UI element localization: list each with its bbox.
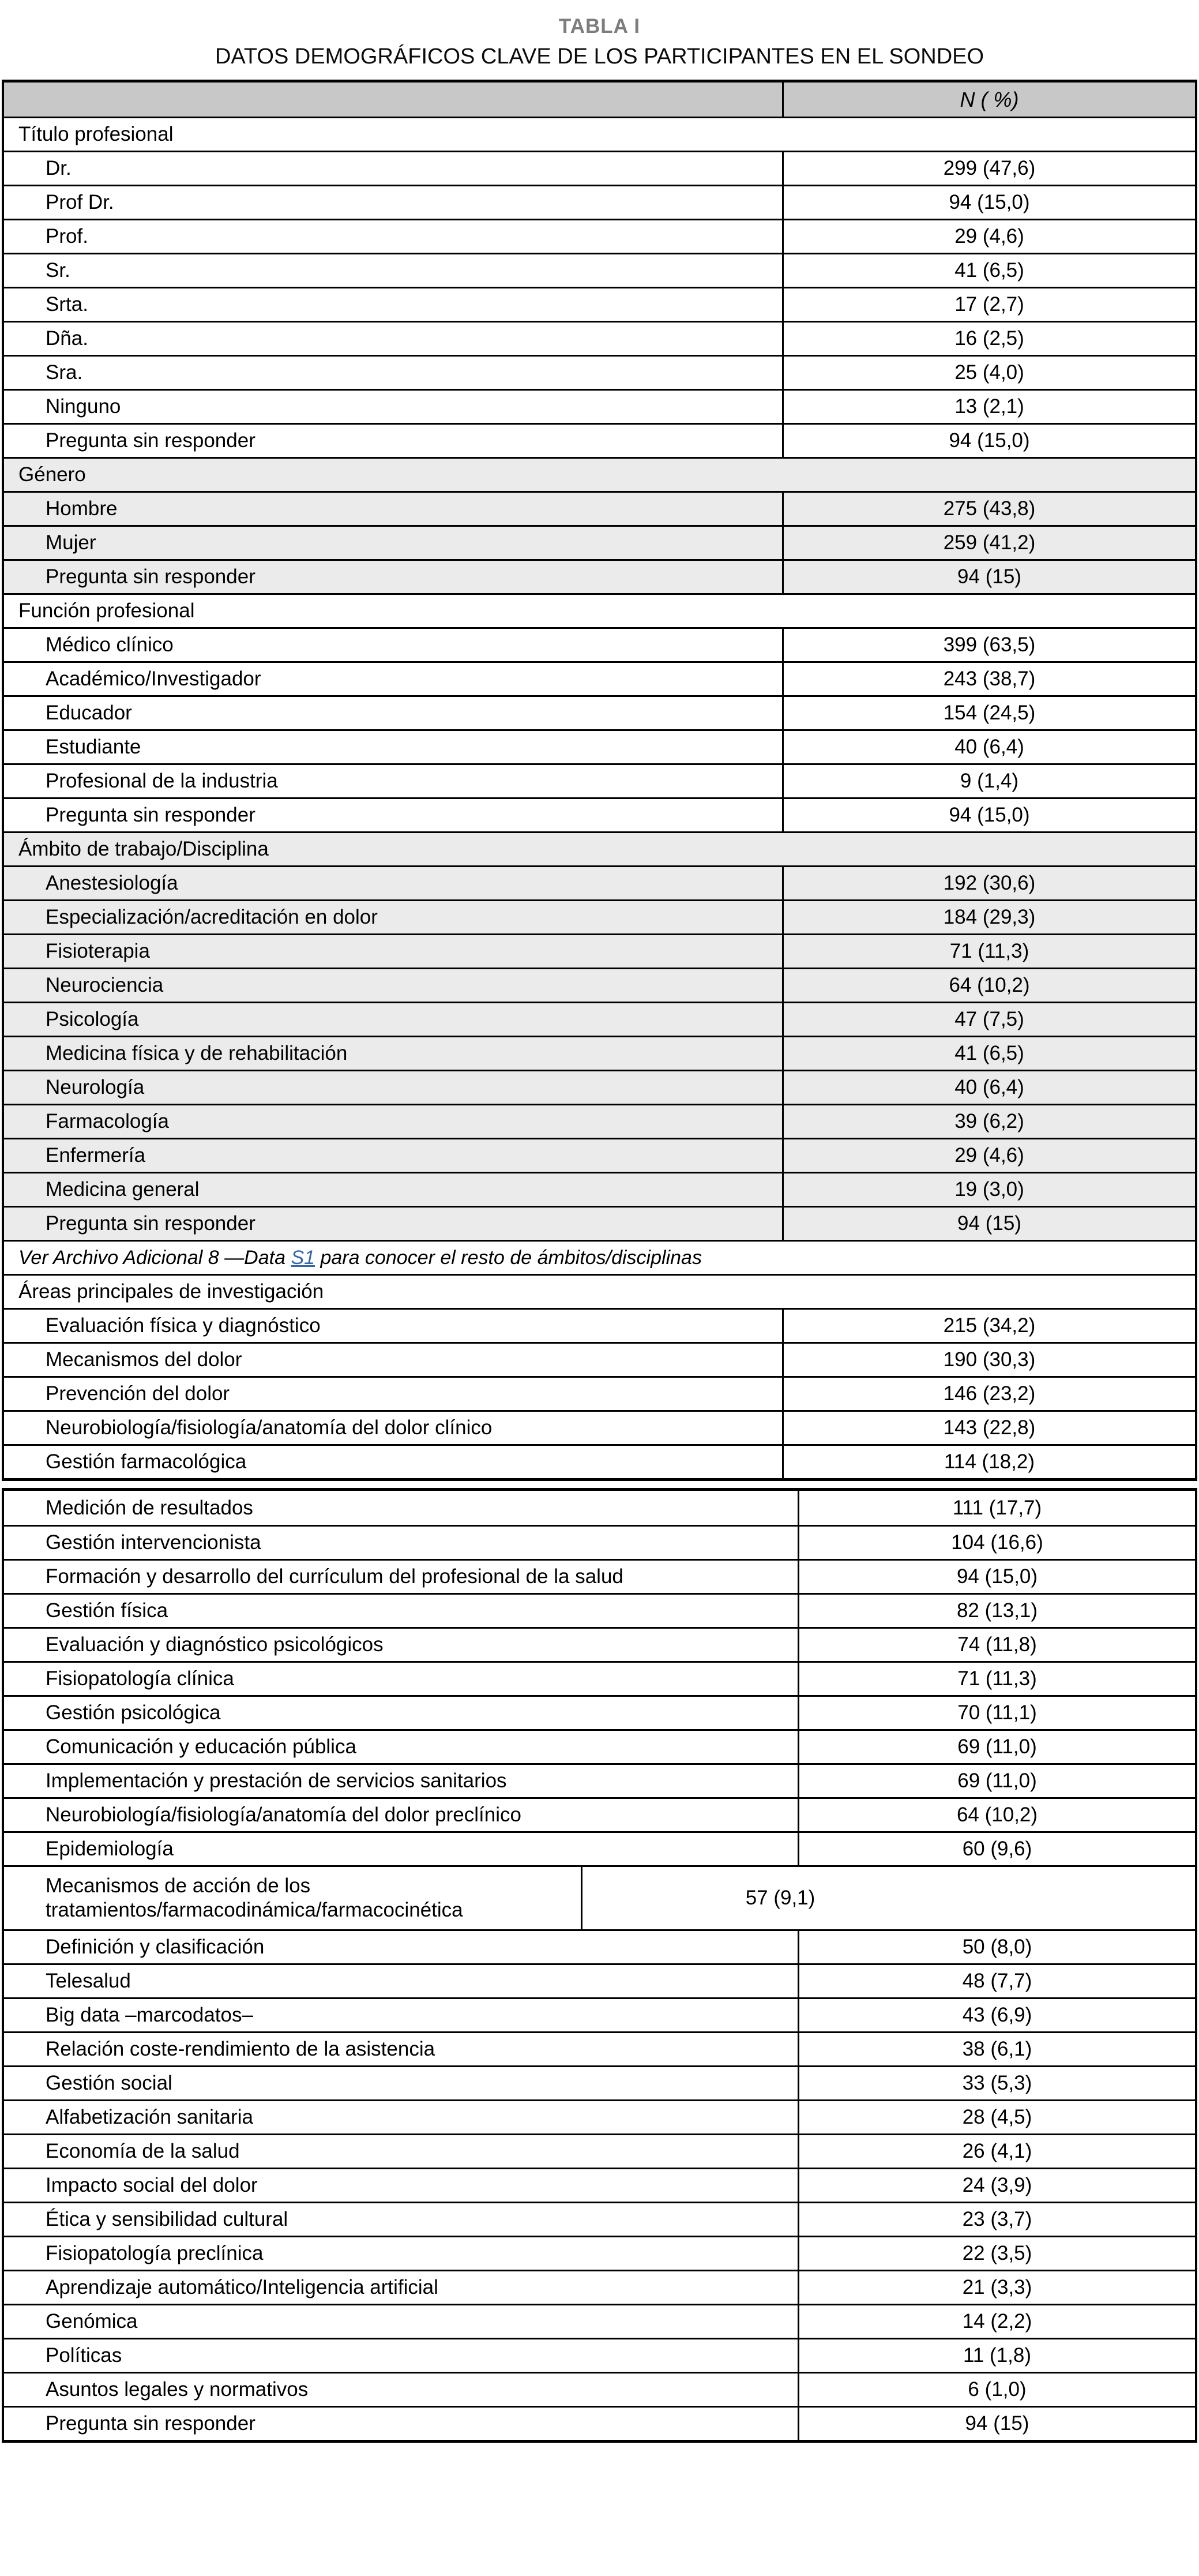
row-value: 154 (24,5) bbox=[782, 697, 1195, 729]
row-label: Psicología bbox=[46, 1008, 139, 1030]
row-label: Estudiante bbox=[46, 736, 141, 758]
table-row bbox=[4, 2270, 1195, 2304]
row-value: 111 (17,7) bbox=[798, 1491, 1195, 1525]
row-label: Pregunta sin responder bbox=[46, 565, 255, 588]
table-row bbox=[4, 1206, 1195, 1240]
table-row bbox=[4, 2372, 1195, 2406]
table-block-1 bbox=[2, 80, 1197, 1481]
row-value: 24 (3,9) bbox=[798, 2169, 1195, 2202]
row-label: Educador bbox=[46, 702, 132, 724]
table-row bbox=[4, 2065, 1195, 2099]
row-label: Alfabetización sanitaria bbox=[46, 2106, 253, 2128]
row-label: Asuntos legales y normativos bbox=[46, 2378, 309, 2401]
row-label: Pregunta sin responder bbox=[46, 429, 255, 452]
column-header-n-pct: N ( %) bbox=[782, 83, 1195, 117]
row-label: Mujer bbox=[46, 531, 96, 554]
row-value: 299 (47,6) bbox=[782, 152, 1195, 185]
row-label: Formación y desarrollo del currículum del profesional de la salud bbox=[46, 1565, 623, 1588]
table-row bbox=[4, 661, 1195, 695]
table-row bbox=[4, 559, 1195, 593]
table-row bbox=[4, 2133, 1195, 2168]
row-value: 48 (7,7) bbox=[798, 1965, 1195, 1997]
table-row bbox=[4, 491, 1195, 525]
row-label: Evaluación física y diagnóstico bbox=[46, 1314, 321, 1337]
table-row bbox=[4, 1002, 1195, 1036]
table-row bbox=[4, 287, 1195, 321]
row-label: Prof Dr. bbox=[46, 191, 114, 213]
row-value: 47 (7,5) bbox=[782, 1003, 1195, 1036]
column-header-empty bbox=[4, 83, 782, 117]
table-row bbox=[4, 2406, 1195, 2440]
table-row bbox=[4, 2304, 1195, 2338]
row-value: 26 (4,1) bbox=[798, 2135, 1195, 2168]
table-row bbox=[4, 763, 1195, 797]
row-value: 94 (15,0) bbox=[782, 799, 1195, 831]
table-row bbox=[4, 1929, 1195, 1963]
row-label: Economía de la salud bbox=[46, 2140, 240, 2162]
table-row bbox=[4, 2338, 1195, 2372]
row-value: 114 (18,2) bbox=[782, 1446, 1195, 1478]
row-label: Fisiopatología preclínica bbox=[46, 2242, 264, 2264]
row-value: 43 (6,9) bbox=[798, 1999, 1195, 2031]
note-text-pre: Ver Archivo Adicional 8 —Data bbox=[18, 1247, 291, 1269]
table-subtitle: DATOS DEMOGRÁFICOS CLAVE DE LOS PARTICIPANTES EN EL SONDEO bbox=[215, 44, 984, 69]
table-row bbox=[4, 321, 1195, 355]
row-label: Ética y sensibilidad cultural bbox=[46, 2208, 288, 2230]
row-label: Neurobiología/fisiología/anatomía del dolor clínico bbox=[46, 1416, 493, 1439]
row-label: Evaluación y diagnóstico psicológicos bbox=[46, 1633, 384, 1656]
table-row bbox=[4, 1865, 1195, 1929]
table-row bbox=[4, 423, 1195, 457]
row-label: Big data –marcodatos– bbox=[46, 2004, 253, 2026]
row-value: 184 (29,3) bbox=[782, 901, 1195, 933]
row-label: Prevención del dolor bbox=[46, 1382, 230, 1405]
row-value: 60 (9,6) bbox=[798, 1833, 1195, 1865]
row-label: Implementación y prestación de servicios sanitarios bbox=[46, 1769, 507, 1792]
row-label: Fisioterapia bbox=[46, 940, 150, 962]
row-value: 40 (6,4) bbox=[782, 731, 1195, 763]
section-header-label: Áreas principales de investigación bbox=[18, 1280, 324, 1303]
row-value: 41 (6,5) bbox=[782, 254, 1195, 287]
table-row bbox=[4, 1036, 1195, 1070]
section-header-row bbox=[4, 593, 1195, 627]
row-value: 82 (13,1) bbox=[798, 1595, 1195, 1627]
row-label: Prof. bbox=[46, 225, 88, 248]
row-value: 50 (8,0) bbox=[798, 1931, 1195, 1963]
row-value: 94 (15) bbox=[782, 561, 1195, 593]
row-label: Dr. bbox=[46, 157, 72, 179]
row-value: 6 (1,0) bbox=[798, 2373, 1195, 2406]
row-value: 25 (4,0) bbox=[782, 357, 1195, 389]
table-row bbox=[4, 797, 1195, 831]
table-row bbox=[4, 968, 1195, 1002]
row-value: 69 (11,0) bbox=[798, 1731, 1195, 1763]
row-label: Pregunta sin responder bbox=[46, 1212, 255, 1235]
demographics-table bbox=[2, 80, 1197, 2443]
table-row bbox=[4, 1172, 1195, 1206]
row-label: Médico clínico bbox=[46, 633, 174, 656]
table-row bbox=[4, 1963, 1195, 1997]
row-label: Mecanismos de acción de los tratamientos/farmacodinámica/farmacocinética bbox=[46, 1874, 463, 1921]
table-row bbox=[4, 1376, 1195, 1410]
row-label: Dña. bbox=[46, 327, 88, 350]
table-row bbox=[4, 525, 1195, 559]
table-row bbox=[4, 1661, 1195, 1695]
row-label: Medicina física y de rehabilitación bbox=[46, 1042, 348, 1064]
table-row bbox=[4, 253, 1195, 287]
row-value: 259 (41,2) bbox=[782, 527, 1195, 559]
table-row bbox=[4, 627, 1195, 661]
table-row bbox=[4, 1138, 1195, 1172]
row-label: Anestesiología bbox=[46, 872, 178, 894]
row-label: Medición de resultados bbox=[46, 1496, 253, 1519]
table-row bbox=[4, 933, 1195, 968]
table-row bbox=[4, 695, 1195, 729]
table-row bbox=[4, 1070, 1195, 1104]
table-row bbox=[4, 2099, 1195, 2133]
table-row bbox=[4, 1525, 1195, 1559]
table-row bbox=[4, 1695, 1195, 1729]
row-label: Farmacología bbox=[46, 1110, 169, 1133]
row-label: Sr. bbox=[46, 259, 70, 282]
table-row bbox=[4, 1342, 1195, 1376]
row-value: 29 (4,6) bbox=[782, 1139, 1195, 1172]
row-label: Gestión farmacológica bbox=[46, 1450, 247, 1473]
row-label: Relación coste-rendimiento de la asistencia bbox=[46, 2038, 435, 2060]
row-label: Neurociencia bbox=[46, 974, 164, 996]
table-row bbox=[4, 2236, 1195, 2270]
row-value: 243 (38,7) bbox=[782, 663, 1195, 695]
row-label: Definición y clasificación bbox=[46, 1936, 265, 1958]
section-header-row bbox=[4, 1274, 1195, 1308]
row-value: 69 (11,0) bbox=[798, 1765, 1195, 1797]
section-header-label: Ámbito de trabajo/Disciplina bbox=[18, 838, 269, 860]
section-header-label: Género bbox=[18, 463, 86, 486]
table-row bbox=[4, 1627, 1195, 1661]
table-title: TABLA I bbox=[558, 15, 641, 38]
row-value: 104 (16,6) bbox=[798, 1527, 1195, 1559]
row-label: Pregunta sin responder bbox=[46, 804, 255, 826]
row-label: Pregunta sin responder bbox=[46, 2412, 255, 2435]
table-row bbox=[4, 185, 1195, 219]
section-header-label: Título profesional bbox=[18, 123, 174, 145]
row-value: 41 (6,5) bbox=[782, 1037, 1195, 1070]
row-value: 190 (30,3) bbox=[782, 1344, 1195, 1376]
row-value: 94 (15) bbox=[798, 2408, 1195, 2440]
row-label: Genómica bbox=[46, 2310, 138, 2333]
table-row bbox=[4, 729, 1195, 763]
row-value: 11 (1,8) bbox=[798, 2339, 1195, 2372]
table-row bbox=[4, 1797, 1195, 1831]
table-row bbox=[4, 355, 1195, 389]
row-label: Telesalud bbox=[46, 1970, 131, 1992]
supplement-link[interactable]: S1 bbox=[291, 1247, 315, 1269]
row-value: 40 (6,4) bbox=[782, 1071, 1195, 1104]
table-row bbox=[4, 1763, 1195, 1797]
table-row bbox=[4, 1104, 1195, 1138]
row-label: Especialización/acreditación en dolor bbox=[46, 906, 378, 928]
table-row bbox=[4, 389, 1195, 423]
table-note-row bbox=[4, 1240, 1195, 1274]
section-header-row bbox=[4, 457, 1195, 491]
row-value: 14 (2,2) bbox=[798, 2305, 1195, 2338]
row-value: 21 (3,3) bbox=[798, 2271, 1195, 2304]
table-row bbox=[4, 2168, 1195, 2202]
row-value: 23 (3,7) bbox=[798, 2203, 1195, 2236]
row-value: 22 (3,5) bbox=[798, 2237, 1195, 2270]
row-label: Hombre bbox=[46, 497, 118, 520]
row-label: Neurología bbox=[46, 1076, 145, 1098]
row-value: 17 (2,7) bbox=[782, 288, 1195, 321]
row-value: 9 (1,4) bbox=[782, 765, 1195, 797]
table-row bbox=[4, 1831, 1195, 1865]
row-value: 74 (11,8) bbox=[798, 1629, 1195, 1661]
row-label: Medicina general bbox=[46, 1178, 200, 1201]
row-value: 94 (15,0) bbox=[782, 425, 1195, 457]
row-value: 57 (9,1) bbox=[581, 1867, 978, 1929]
row-label: Académico/Investigador bbox=[46, 668, 261, 690]
row-label: Srta. bbox=[46, 293, 88, 316]
row-value: 94 (15,0) bbox=[782, 186, 1195, 219]
section-header-row bbox=[4, 117, 1195, 151]
row-label: Gestión intervencionista bbox=[46, 1531, 261, 1554]
row-label: Profesional de la industria bbox=[46, 770, 278, 792]
row-value: 215 (34,2) bbox=[782, 1310, 1195, 1342]
row-label: Políticas bbox=[46, 2344, 122, 2367]
table-row bbox=[4, 151, 1195, 185]
table-row bbox=[4, 1308, 1195, 1342]
row-value: 29 (4,6) bbox=[782, 220, 1195, 253]
row-value: 146 (23,2) bbox=[782, 1378, 1195, 1410]
row-value: 94 (15) bbox=[782, 1208, 1195, 1240]
row-value: 39 (6,2) bbox=[782, 1105, 1195, 1138]
row-value: 28 (4,5) bbox=[798, 2101, 1195, 2133]
row-label: Aprendizaje automático/Inteligencia artificial bbox=[46, 2276, 438, 2298]
row-value: 19 (3,0) bbox=[782, 1173, 1195, 1206]
row-label: Sra. bbox=[46, 361, 83, 384]
row-value: 71 (11,3) bbox=[798, 1663, 1195, 1695]
row-value: 71 (11,3) bbox=[782, 935, 1195, 968]
row-label: Epidemiología bbox=[46, 1838, 174, 1860]
row-value: 192 (30,6) bbox=[782, 867, 1195, 899]
table-row bbox=[4, 1729, 1195, 1763]
row-value: 143 (22,8) bbox=[782, 1412, 1195, 1444]
table-row bbox=[4, 1410, 1195, 1444]
row-value: 38 (6,1) bbox=[798, 2033, 1195, 2065]
row-label: Impacto social del dolor bbox=[46, 2174, 258, 2196]
row-label: Fisiopatología clínica bbox=[46, 1667, 234, 1690]
note-text-post: para conocer el resto de ámbitos/disciplinas bbox=[315, 1247, 702, 1269]
row-value: 64 (10,2) bbox=[782, 969, 1195, 1002]
table-row bbox=[4, 1491, 1195, 1525]
row-value: 64 (10,2) bbox=[798, 1799, 1195, 1831]
table-block-2 bbox=[2, 1488, 1197, 2443]
section-header-label: Función profesional bbox=[18, 599, 195, 622]
row-label: Gestión física bbox=[46, 1599, 168, 1622]
row-label: Gestión social bbox=[46, 2072, 172, 2094]
table-row bbox=[4, 1593, 1195, 1627]
column-header-row bbox=[4, 83, 1195, 117]
table-row bbox=[4, 219, 1195, 253]
row-label: Ninguno bbox=[46, 395, 121, 418]
row-value: 399 (63,5) bbox=[782, 629, 1195, 661]
row-value: 275 (43,8) bbox=[782, 493, 1195, 525]
row-value: 94 (15,0) bbox=[798, 1561, 1195, 1593]
row-value: 16 (2,5) bbox=[782, 323, 1195, 355]
section-header-row bbox=[4, 831, 1195, 865]
table-row bbox=[4, 865, 1195, 899]
row-label: Comunicación y educación pública bbox=[46, 1735, 356, 1758]
table-row bbox=[4, 1997, 1195, 2031]
row-label: Enfermería bbox=[46, 1144, 146, 1167]
row-value: 33 (5,3) bbox=[798, 2067, 1195, 2099]
row-label: Neurobiología/fisiología/anatomía del dolor preclínico bbox=[46, 1803, 521, 1826]
row-value: 70 (11,1) bbox=[798, 1697, 1195, 1729]
table-row bbox=[4, 1559, 1195, 1593]
row-label: Mecanismos del dolor bbox=[46, 1348, 242, 1371]
row-label: Gestión psicológica bbox=[46, 1701, 221, 1724]
table-row bbox=[4, 1444, 1195, 1478]
table-row bbox=[4, 2031, 1195, 2065]
table-row bbox=[4, 899, 1195, 933]
row-value: 13 (2,1) bbox=[782, 391, 1195, 423]
table-row bbox=[4, 2202, 1195, 2236]
